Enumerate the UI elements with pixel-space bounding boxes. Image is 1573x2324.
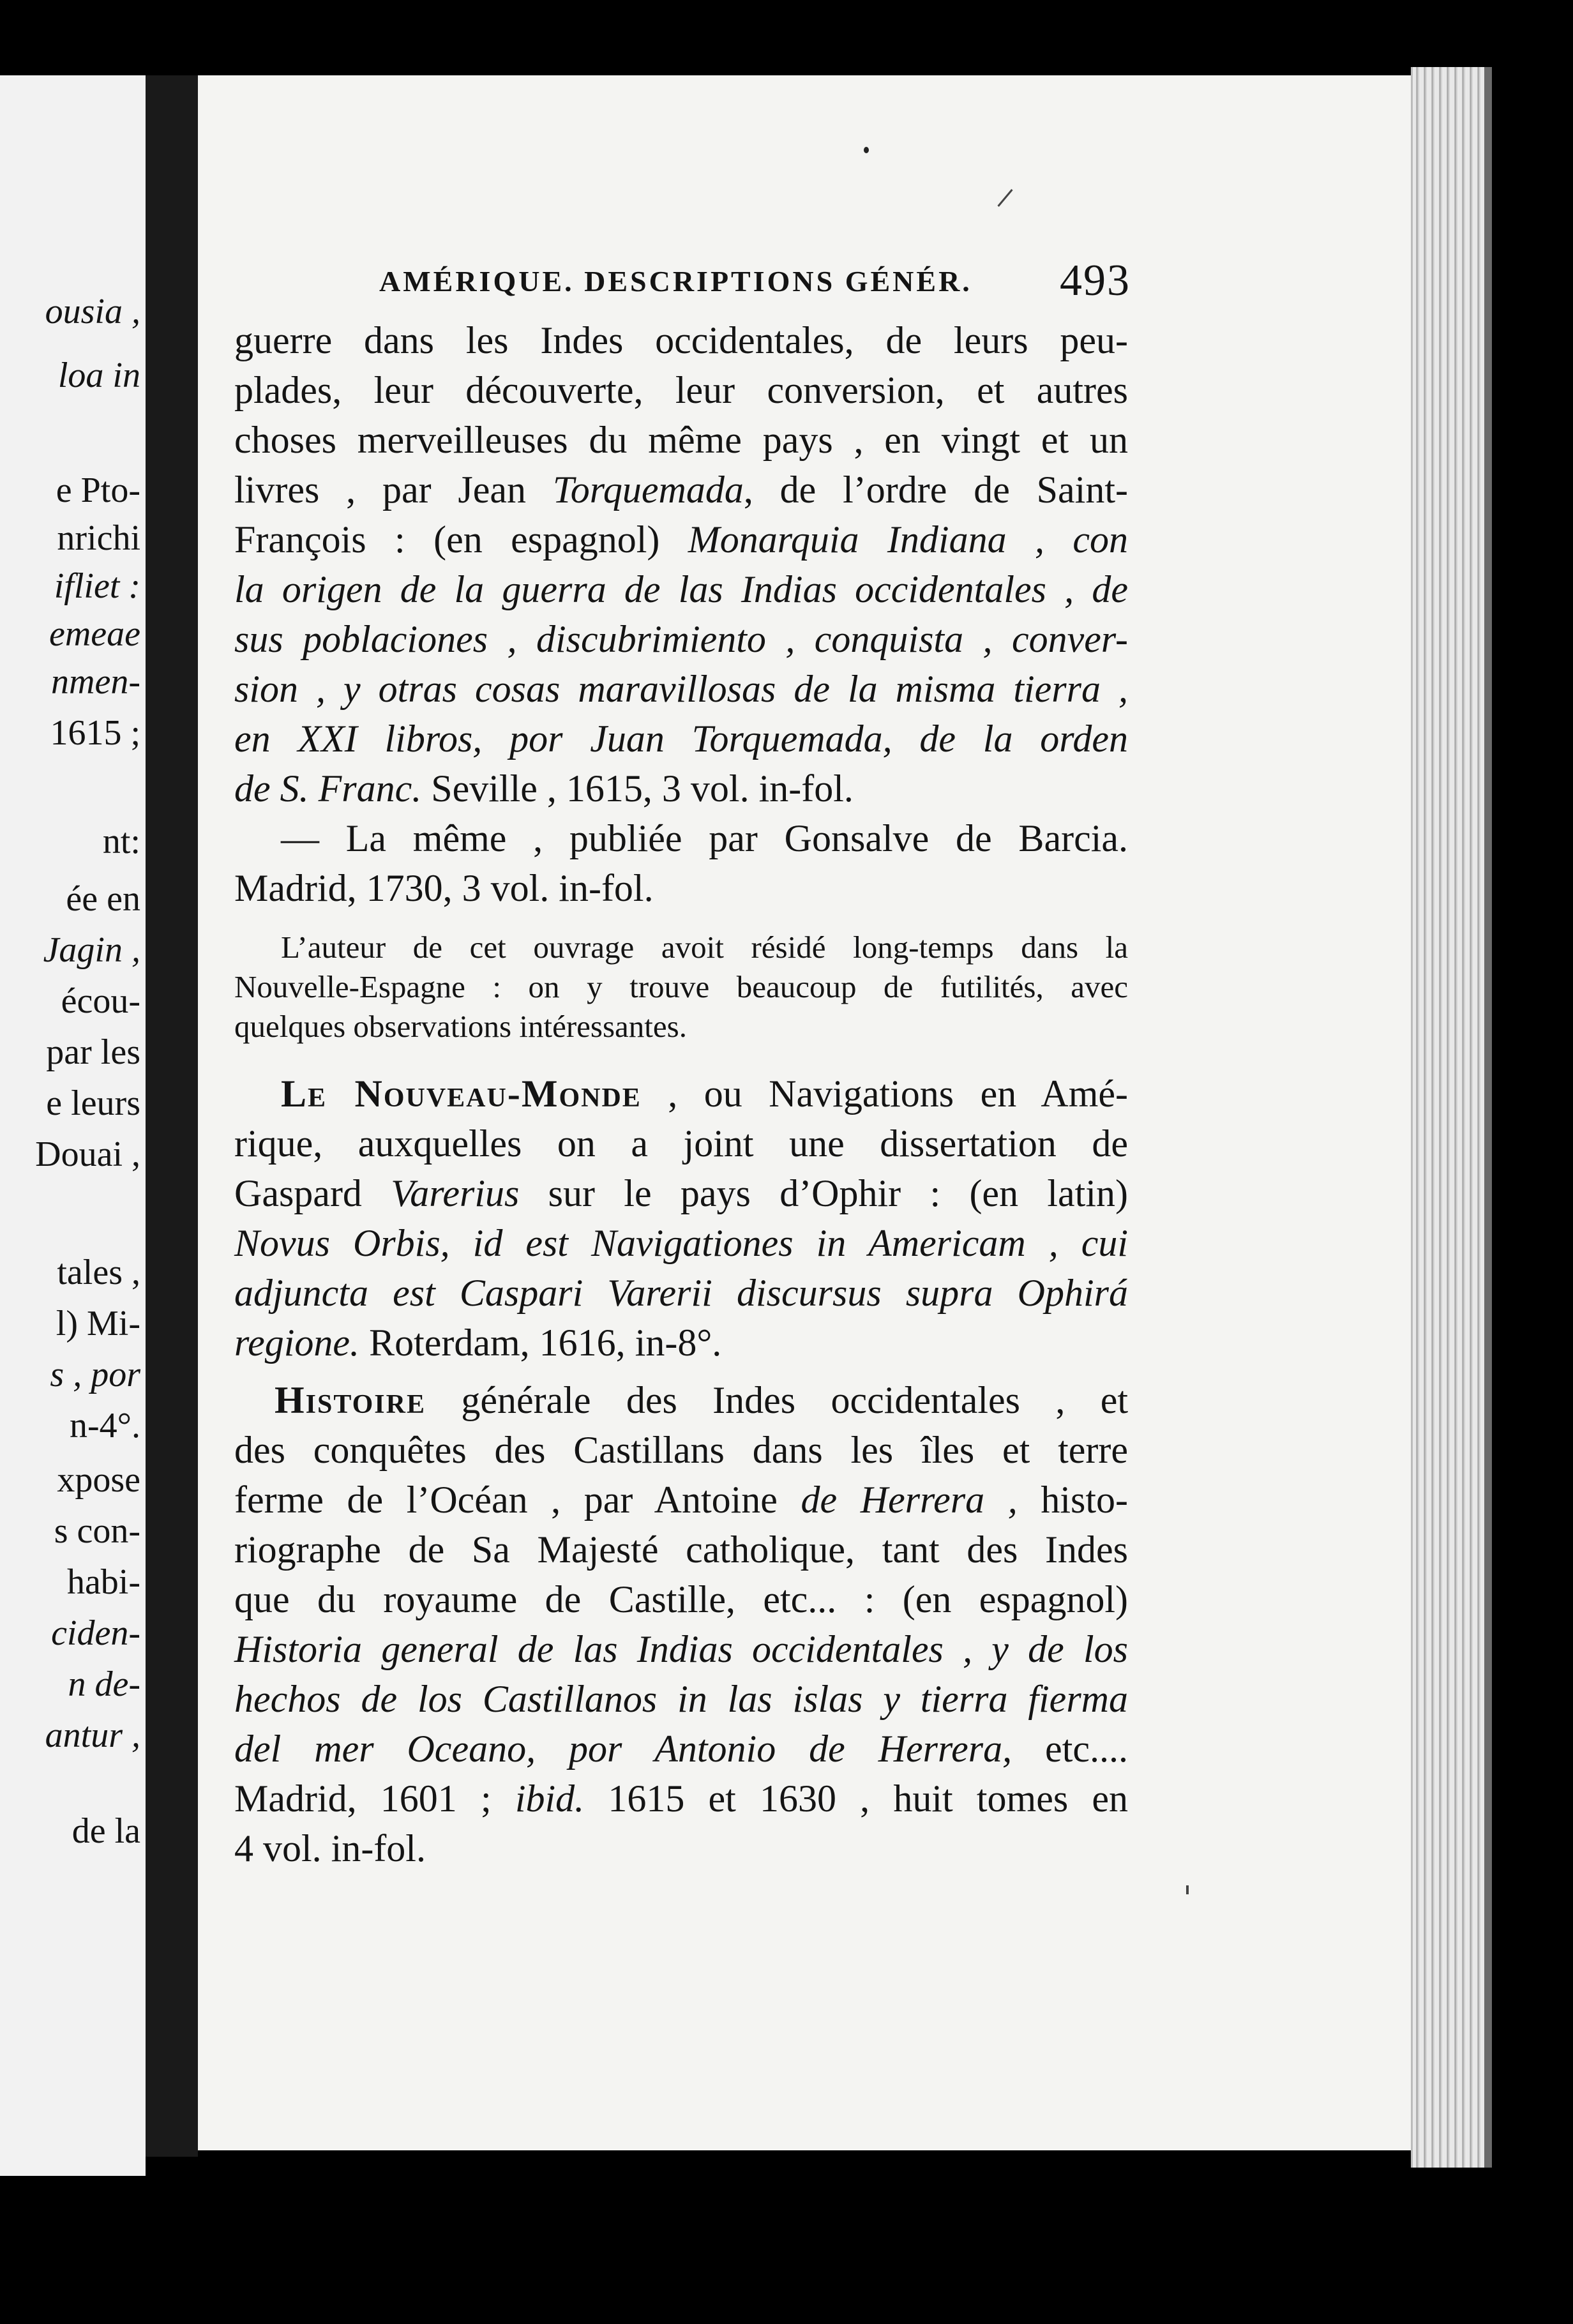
left-page-line: ousia , <box>45 292 140 331</box>
note-line: L’auteur de cet ouvrage avoit résidé long-temps dans la <box>281 930 1128 965</box>
text-line: que du royaume de Castille, etc... : (en espagnol) <box>234 1578 1128 1620</box>
text-line: sion , y otras cosas maravillosas de la misma tierra , <box>234 668 1128 710</box>
text-line: livres , par Jean Torquemada, de l’ordre de Saint- <box>234 469 1128 511</box>
text-line: 4 vol. in-fol. <box>234 1827 426 1869</box>
previous-page-edge <box>0 75 146 2176</box>
running-head: AMÉRIQUE. DESCRIPTIONS GÉNÉR. <box>379 265 972 298</box>
left-page-line: xpose <box>57 1460 140 1500</box>
left-page-line: Douai , <box>35 1135 140 1174</box>
text-line: Gaspard Varerius sur le pays d’Ophir : (en latin) <box>234 1172 1128 1214</box>
page-stack-shadow <box>1484 67 1492 2168</box>
text-line: riographe de Sa Majesté catholique, tant des Indes <box>234 1528 1128 1571</box>
left-page-line: par les <box>46 1032 140 1072</box>
text-line: Novus Orbis, id est Navigationes in Americam , cui <box>234 1222 1128 1264</box>
left-page-line: antur , <box>45 1716 140 1755</box>
left-page-line: n-4°. <box>69 1406 140 1445</box>
left-page-line: n de- <box>68 1664 140 1704</box>
text-line: ferme de l’Océan , par Antoine de Herrera , histo- <box>234 1479 1129 1521</box>
left-page-line: e Pto- <box>56 471 140 510</box>
text-line: rique, auxquelles on a joint une dissertation de <box>234 1122 1128 1165</box>
left-page-line: habi- <box>66 1562 140 1602</box>
ink-speck <box>1186 1885 1189 1894</box>
text-line: Le Nouveau-Monde , ou Navigations en Amé- <box>281 1073 1128 1115</box>
book-gutter <box>146 75 198 2157</box>
author-name: Varerius <box>391 1172 520 1214</box>
text-line: adjuncta est Caspari Varerii discursus supra Ophirá <box>234 1272 1128 1314</box>
left-page-line: s , por <box>50 1355 140 1394</box>
left-page-line: de la <box>72 1811 140 1851</box>
left-page-line: ifliet : <box>54 566 140 606</box>
text-line: — La même , publiée par Gonsalve de Barcia. <box>281 817 1128 859</box>
note-line: Nouvelle-Espagne : on y trouve beaucoup de futilités, avec <box>234 969 1128 1004</box>
text-line: Histoire générale des Indes occidentales , et <box>275 1379 1128 1421</box>
ink-speck <box>997 189 1012 207</box>
text-line: de S. Franc. Seville , 1615, 3 vol. in-fol. <box>234 767 854 810</box>
text-line: del mer Oceano, por Antonio de Herrera, etc.... <box>234 1728 1128 1770</box>
text-line: plades, leur découverte, leur conversion, et autres <box>234 369 1128 411</box>
left-page-line: s con- <box>54 1511 140 1551</box>
text-line: la origen de la guerra de las Indias occidentales , de <box>234 568 1128 610</box>
left-page-line: ée en <box>66 879 140 919</box>
left-page-line: l) Mi- <box>56 1304 140 1343</box>
text-line: en XXI libros, por Juan Torquemada, de la orden <box>234 718 1128 760</box>
left-page-line: e leurs <box>46 1083 140 1123</box>
text-line: Madrid, 1601 ; ibid. 1615 et 1630 , huit tomes en <box>234 1777 1128 1820</box>
text-line: hechos de los Castillanos in las islas y tierra fierma <box>234 1678 1128 1720</box>
page-stack-edges <box>1411 67 1486 2168</box>
text-line: Madrid, 1730, 3 vol. in-fol. <box>234 867 654 909</box>
entry-heading: Histoire <box>275 1379 426 1421</box>
text-line: des conquêtes des Castillans dans les îles et terre <box>234 1429 1128 1471</box>
left-page-line: nmen- <box>51 662 140 702</box>
left-page-line: ciden- <box>51 1613 140 1653</box>
left-page-line: tales , <box>57 1253 140 1292</box>
note-line: quelques observations intéressantes. <box>234 1009 687 1044</box>
text-line: Historia general de las Indias occidentales , y de los <box>234 1628 1128 1670</box>
text-line: François : (en espagnol) Monarquia Indiana , con <box>234 518 1128 561</box>
author-name: Torquemada <box>552 469 744 511</box>
author-name: de Herrera , <box>801 1479 1018 1521</box>
left-page-line: emeae <box>49 614 140 654</box>
ink-speck <box>864 147 869 153</box>
text-line: sus poblaciones , discubrimiento , conquista , conver- <box>234 618 1128 660</box>
left-page-line: loa in <box>57 356 140 395</box>
entry-heading: Le Nouveau-Monde <box>281 1073 642 1115</box>
left-page-line: 1615 ; <box>50 713 140 753</box>
text-line: guerre dans les Indes occidentales, de leurs peu- <box>234 319 1128 361</box>
text-line: choses merveilleuses du même pays , en vingt et un <box>234 419 1128 461</box>
book-title: Monarquia Indiana , con <box>688 518 1128 561</box>
left-page-line: nrichi <box>57 518 140 558</box>
left-page-line: nt: <box>102 822 140 861</box>
left-page-line: Jagin , <box>43 930 140 970</box>
text-line: regione. Roterdam, 1616, in-8°. <box>234 1322 722 1364</box>
page-number: 493 <box>1060 256 1131 305</box>
left-page-line: écou- <box>61 981 140 1021</box>
